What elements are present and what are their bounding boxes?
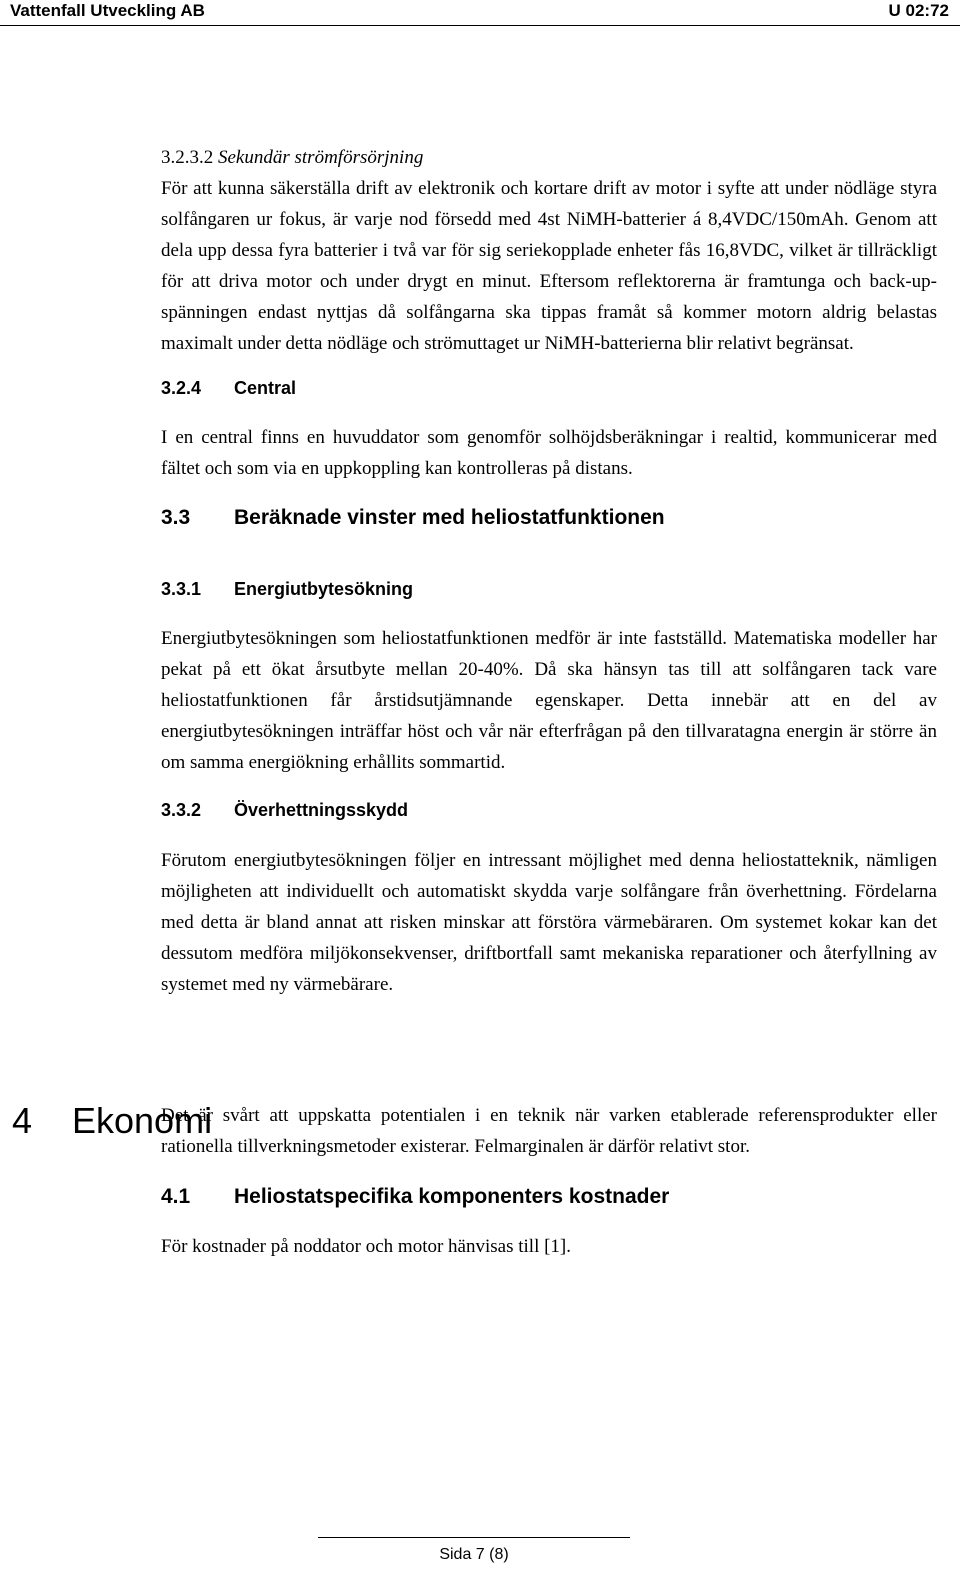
heading-title: Energiutbytesökning bbox=[234, 579, 414, 599]
heading-number: 3.3 bbox=[161, 506, 191, 529]
heading-3-3-2 bbox=[161, 797, 937, 823]
paragraph-3-3-2: Förutom energiutbytesökningen följer en intressant möjlighet med denna heliostatteknik, nämligen möjligheten att individuellt och automatiskt skydda varje solfångare från överhettning. Fördelarna med detta är bland annat att risken minskar att förstöra värmebäraren. Om systemet kokar kan det dessutom medföra miljökonsekvenser, driftbortfall samt mekaniska reparationer och återfyllning av systemet med ny värmebärare. bbox=[161, 850, 937, 995]
heading-3-3 bbox=[161, 504, 937, 532]
paragraph-4: Det är svårt att uppskatta potentialen i en teknik när varken etablerade referensprodukter eller rationella tillverkningsmetoder existerar. Felmarginalen är därför relativt stor. bbox=[161, 1105, 937, 1157]
heading-title: Central bbox=[234, 378, 297, 398]
paragraph-3-2-4: I en central finns en huvuddator som genomför solhöjdsberäkningar i realtid, kommunicerar med fältet och som via en uppkoppling kan kontrolleras på distans. bbox=[161, 427, 937, 479]
heading-number: 4.1 bbox=[161, 1185, 191, 1208]
chapter-title: Ekonomi bbox=[72, 1100, 213, 1141]
heading-title: Sekundär strömförsörjning bbox=[218, 147, 424, 168]
heading-number: 3.3.2 bbox=[161, 800, 202, 820]
document-body bbox=[161, 142, 937, 1262]
heading-4-1 bbox=[161, 1183, 937, 1211]
heading-3-2-3-2 bbox=[161, 142, 937, 173]
paragraph-3-2-3-2: För att kunna säkerställa drift av elektronik och kortare drift av motor i syfte att under nödläge styra solfångaren ur fokus, är varje nod försedd med 4st NiMH-batterier á 8,4VDC/150mAh. Genom att dela upp dessa fyra batterier i två var för sig seriekopplade enheter fås 16,8VDC, vilket är tillräckligt för att driva motor och under drygt en minut. Eftersom reflektorerna är framtunga och back-up-spänningen endast nyttjas då solfångarna ska tippas framåt så kommer motorn aldrig belastas maximalt under detta nödläge och strömuttaget ur NiMH-batterierna blir relativt begränsat. bbox=[161, 178, 937, 354]
chapter-heading-4 bbox=[12, 1100, 212, 1142]
document-number: U 02:72 bbox=[888, 1, 949, 20]
heading-title: Överhettningsskydd bbox=[234, 800, 409, 820]
page-number: Sida 7 (8) bbox=[439, 1546, 509, 1563]
page-header bbox=[0, 0, 960, 26]
chapter-number: 4 bbox=[12, 1100, 33, 1141]
heading-number: 3.3.1 bbox=[161, 579, 202, 599]
heading-number: 3.2.4 bbox=[161, 378, 202, 398]
heading-title: Beräknade vinster med heliostatfunktionen bbox=[234, 506, 665, 529]
company-name: Vattenfall Utveckling AB bbox=[10, 1, 205, 20]
heading-title: Heliostatspecifika komponenters kostnader bbox=[234, 1185, 670, 1208]
heading-3-2-4 bbox=[161, 375, 937, 401]
heading-3-3-1 bbox=[161, 576, 937, 602]
paragraph-3-3-1: Energiutbytesökningen som heliostatfunktionen medför är inte fastställd. Matematiska modeller har pekat på ett ökat årsutbyte mellan 20-40%. Då ska hänsyn tas till att solfångaren tack vare heliostatfunktionen får årstidsutjämnande egenskaper. Detta innebär att en del av energiutbytesökningen inträffar höst och vår när efterfrågan på den tillvaratagna energin är större än om samma energiökning erhållits sommartid. bbox=[161, 628, 937, 773]
heading-number: 3.2.3.2 bbox=[161, 147, 214, 168]
footer-rule bbox=[318, 1537, 630, 1538]
paragraph-4-1: För kostnader på noddator och motor hänvisas till [1]. bbox=[161, 1236, 572, 1257]
